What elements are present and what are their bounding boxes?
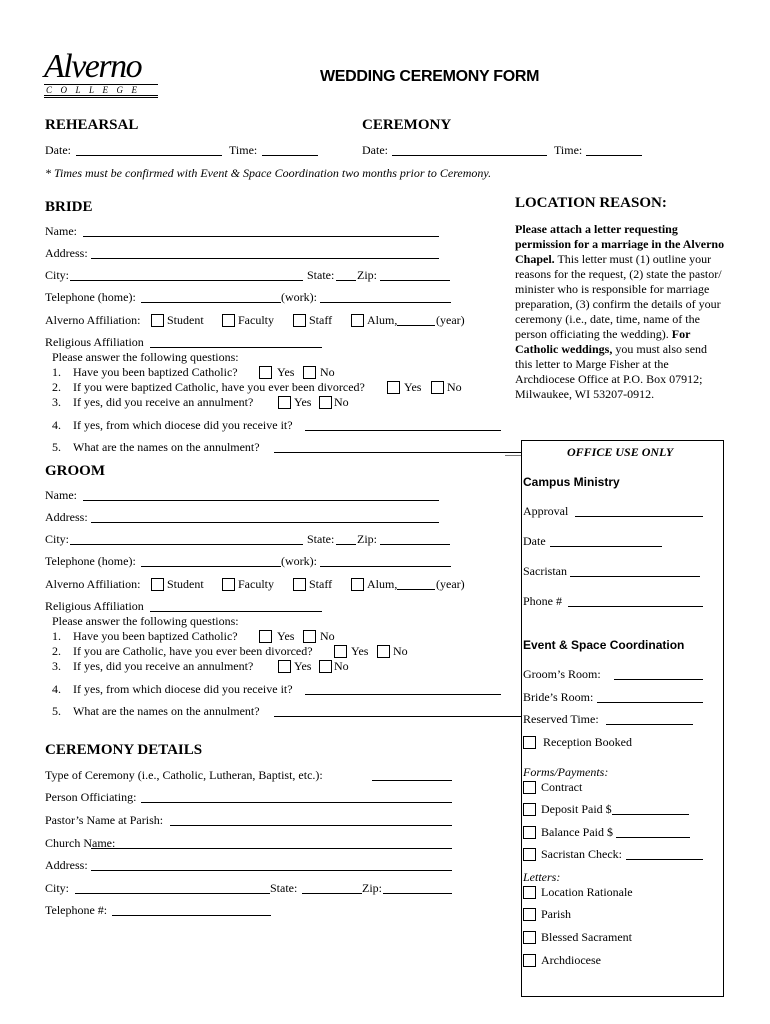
groom-telephone-work-label: (work): xyxy=(281,554,317,568)
ceremony-time-field[interactable] xyxy=(586,155,642,156)
bride-address-label: Address: xyxy=(45,246,88,260)
balance-paid-checkbox[interactable] xyxy=(523,826,536,839)
bride-state-label: State: xyxy=(307,268,335,282)
groom-q2-yes-label: Yes xyxy=(351,644,369,658)
bride-q2-no-label: No xyxy=(447,380,462,394)
bride-alum-label: Alum, xyxy=(367,313,398,327)
reserved-time-field[interactable] xyxy=(606,724,693,725)
church-state-label: State: xyxy=(270,881,298,895)
bride-faculty-label: Faculty xyxy=(238,313,274,327)
bride-alum-checkbox[interactable] xyxy=(351,314,364,327)
parish-checkbox[interactable] xyxy=(523,908,536,921)
groom-religious-affiliation-label: Religious Affiliation xyxy=(45,599,144,613)
campus-ministry-heading: Campus Ministry xyxy=(523,475,620,489)
groom-question-3-number: 3. xyxy=(52,659,61,673)
groom-question-2-text: If you are Catholic, have you ever been divorced? xyxy=(73,644,313,658)
brides-room-field[interactable] xyxy=(597,702,703,703)
deposit-paid-label: Deposit Paid $ xyxy=(541,802,612,816)
bride-q2-yes-label: Yes xyxy=(404,380,422,394)
bride-questions-intro: Please answer the following questions: xyxy=(52,350,239,364)
office-use-only-heading: OFFICE USE ONLY xyxy=(567,445,674,459)
church-city-field[interactable] xyxy=(75,893,270,894)
bride-q3-no-label: No xyxy=(334,395,349,409)
phone-label: Phone # xyxy=(523,594,562,608)
archdiocese-checkbox[interactable] xyxy=(523,954,536,967)
groom-student-checkbox[interactable] xyxy=(151,578,164,591)
church-telephone-field[interactable] xyxy=(112,915,271,916)
groom-q3-yes-checkbox[interactable] xyxy=(278,660,291,673)
bride-question-5-number: 5. xyxy=(52,440,61,454)
groom-alum-checkbox[interactable] xyxy=(351,578,364,591)
groom-name-field[interactable] xyxy=(83,500,439,501)
groom-q1-yes-label: Yes xyxy=(277,629,295,643)
bride-q1-no-label: No xyxy=(320,365,335,379)
groom-q1-yes-checkbox[interactable] xyxy=(259,630,272,643)
approval-field[interactable] xyxy=(575,516,703,517)
grooms-room-label: Groom’s Room: xyxy=(523,667,601,681)
logo-subtext: COLLEGE xyxy=(44,84,158,98)
groom-state-field[interactable] xyxy=(336,544,356,545)
bride-affiliation-label: Alverno Affiliation: xyxy=(45,313,141,327)
bride-telephone-home-label: Telephone (home): xyxy=(45,290,136,304)
sacristan-check-checkbox[interactable] xyxy=(523,848,536,861)
groom-questions-intro: Please answer the following questions: xyxy=(52,614,239,628)
groom-name-label: Name: xyxy=(45,488,77,502)
bride-question-2-text: If you were baptized Catholic, have you ever been divorced? xyxy=(73,380,365,394)
timing-note: * Times must be confirmed with Event & Space Coordination two months prior to Ceremony. xyxy=(45,166,492,180)
reception-booked-checkbox[interactable] xyxy=(523,736,536,749)
bride-question-5-text: What are the names on the annulment? xyxy=(73,440,260,454)
groom-q3-yes-label: Yes xyxy=(294,659,312,673)
bride-city-field[interactable] xyxy=(70,280,303,281)
groom-question-3-text: If yes, did you receive an annulment? xyxy=(73,659,254,673)
groom-staff-label: Staff xyxy=(309,577,333,591)
bride-year-label: (year) xyxy=(436,313,465,327)
groom-telephone-home-label: Telephone (home): xyxy=(45,554,136,568)
ceremony-details-heading: CEREMONY DETAILS xyxy=(45,742,203,758)
groom-q5-field[interactable] xyxy=(274,716,521,717)
bride-q3-yes-label: Yes xyxy=(294,395,312,409)
brides-room-label: Bride’s Room: xyxy=(523,690,594,704)
church-zip-field[interactable] xyxy=(383,893,452,894)
approval-label: Approval xyxy=(523,504,569,518)
groom-city-label: City: xyxy=(45,532,70,546)
groom-q2-no-label: No xyxy=(393,644,408,658)
bride-telephone-work-field[interactable] xyxy=(320,302,451,303)
reserved-time-label: Reserved Time: xyxy=(523,712,599,726)
groom-alum-year-field[interactable] xyxy=(397,589,435,590)
bride-question-4-number: 4. xyxy=(52,418,61,432)
sacristan-check-label: Sacristan Check: xyxy=(541,847,622,861)
event-space-heading: Event & Space Coordination xyxy=(523,638,685,652)
location-reason-text-2: you must also send this letter to Marge Fisher at the Archdiocese Office at P.O. Box 07912; Milwaukee, WI 53207-0912. xyxy=(515,342,708,401)
ceremony-time-label: Time: xyxy=(554,143,583,157)
bride-q5-field[interactable] xyxy=(274,452,521,453)
bride-q1-no-checkbox[interactable] xyxy=(303,366,316,379)
church-name-field[interactable] xyxy=(91,848,452,849)
pastor-field[interactable] xyxy=(170,825,452,826)
groom-question-4-number: 4. xyxy=(52,682,61,696)
church-name-label: Church Name: xyxy=(45,836,116,850)
sacristan-check-field[interactable] xyxy=(626,859,703,860)
groom-q2-no-checkbox[interactable] xyxy=(377,645,390,658)
bride-q3-yes-checkbox[interactable] xyxy=(278,396,291,409)
groom-address-field[interactable] xyxy=(91,522,439,523)
groom-q4-field[interactable] xyxy=(305,694,501,695)
groom-state-label: State: xyxy=(307,532,335,546)
groom-q1-no-checkbox[interactable] xyxy=(303,630,316,643)
rehearsal-date-label: Date: xyxy=(45,143,71,157)
groom-address-label: Address: xyxy=(45,510,88,524)
ceremony-type-field[interactable] xyxy=(372,780,452,781)
blessed-sacrament-label: Blessed Sacrament xyxy=(541,930,632,944)
officiating-field[interactable] xyxy=(141,802,452,803)
bride-question-1-text: Have you been baptized Catholic? xyxy=(73,365,238,379)
church-zip-label: Zip: xyxy=(362,881,382,895)
location-reason-heading: LOCATION REASON: xyxy=(515,195,667,211)
archdiocese-label: Archdiocese xyxy=(541,953,601,967)
rehearsal-time-field[interactable] xyxy=(262,155,318,156)
bride-heading: BRIDE xyxy=(45,199,93,215)
balance-paid-field[interactable] xyxy=(616,837,690,838)
groom-question-5-text: What are the names on the annulment? xyxy=(73,704,260,718)
bride-question-1-number: 1. xyxy=(52,365,61,379)
bride-staff-checkbox[interactable] xyxy=(293,314,306,327)
church-city-label: City: xyxy=(45,881,70,895)
alverno-college-logo xyxy=(44,50,158,98)
groom-telephone-work-field[interactable] xyxy=(320,566,451,567)
letters-label: Letters: xyxy=(523,870,561,884)
bride-name-field[interactable] xyxy=(83,236,439,237)
bride-student-label: Student xyxy=(167,313,204,327)
bride-city-label: City: xyxy=(45,268,70,282)
ceremony-heading: CEREMONY xyxy=(362,117,452,133)
groom-question-4-text: If yes, from which diocese did you receive it? xyxy=(73,682,293,696)
bride-faculty-checkbox[interactable] xyxy=(222,314,235,327)
bride-staff-label: Staff xyxy=(309,313,333,327)
location-rationale-label: Location Rationale xyxy=(541,885,633,899)
groom-year-label: (year) xyxy=(436,577,465,591)
groom-q2-yes-checkbox[interactable] xyxy=(334,645,347,658)
groom-q1-no-label: No xyxy=(320,629,335,643)
church-address-label: Address: xyxy=(45,858,88,872)
bride-q4-field[interactable] xyxy=(305,430,501,431)
deposit-paid-field[interactable] xyxy=(612,814,689,815)
contract-label: Contract xyxy=(541,780,583,794)
bride-q2-yes-checkbox[interactable] xyxy=(387,381,400,394)
officiating-label: Person Officiating: xyxy=(45,790,137,804)
rehearsal-date-field[interactable] xyxy=(76,155,222,156)
bride-student-checkbox[interactable] xyxy=(151,314,164,327)
groom-affiliation-label: Alverno Affiliation: xyxy=(45,577,141,591)
groom-city-field[interactable] xyxy=(70,544,303,545)
location-reason-bold-2: For Catholic weddings, xyxy=(515,327,691,356)
bride-q2-no-checkbox[interactable] xyxy=(431,381,444,394)
pastor-label: Pastor’s Name at Parish: xyxy=(45,813,164,827)
location-reason-text xyxy=(515,222,725,402)
ceremony-date-field[interactable] xyxy=(392,155,547,156)
location-reason-bold-1: Please attach a letter requesting permission for a marriage in the Alverno Chapel. xyxy=(515,222,725,266)
contract-checkbox[interactable] xyxy=(523,781,536,794)
ceremony-type-label: Type of Ceremony (i.e., Catholic, Lutheran, Baptist, etc.): xyxy=(45,768,323,782)
church-state-field[interactable] xyxy=(302,893,362,894)
bride-zip-field[interactable] xyxy=(380,280,450,281)
location-reason-text-1: This letter must (1) outline your reasons for the request, (2) state the pastor/ minister who is responsible for marriage preparation, (3) confirm the details of your ceremony (i.e., date, time, name of the person officiating the wedding). xyxy=(515,252,722,341)
bride-name-label: Name: xyxy=(45,224,77,238)
groom-religious-affiliation-field[interactable] xyxy=(150,611,322,612)
deposit-paid-checkbox[interactable] xyxy=(523,803,536,816)
blessed-sacrament-checkbox[interactable] xyxy=(523,931,536,944)
balance-paid-label: Balance Paid $ xyxy=(541,825,613,839)
grooms-room-field[interactable] xyxy=(614,679,703,680)
forms-payments-label: Forms/Payments: xyxy=(523,765,609,779)
bride-question-4-text: If yes, from which diocese did you receive it? xyxy=(73,418,293,432)
bride-q3-no-checkbox[interactable] xyxy=(319,396,332,409)
form-title: WEDDING CEREMONY FORM xyxy=(320,68,540,85)
bride-zip-label: Zip: xyxy=(357,268,377,282)
bride-religious-affiliation-field[interactable] xyxy=(150,347,322,348)
groom-alum-label: Alum, xyxy=(367,577,398,591)
groom-staff-checkbox[interactable] xyxy=(293,578,306,591)
office-date-label: Date xyxy=(523,534,546,548)
bride-telephone-work-label: (work): xyxy=(281,290,317,304)
groom-question-1-number: 1. xyxy=(52,629,61,643)
groom-q3-no-label: No xyxy=(334,659,349,673)
rehearsal-heading: REHEARSAL xyxy=(45,117,139,133)
church-telephone-label: Telephone #: xyxy=(45,903,108,917)
groom-question-1-text: Have you been baptized Catholic? xyxy=(73,629,238,643)
reception-booked-label: Reception Booked xyxy=(543,735,632,749)
bride-state-field[interactable] xyxy=(336,280,356,281)
bride-q1-yes-checkbox[interactable] xyxy=(259,366,272,379)
sacristan-field[interactable] xyxy=(570,576,700,577)
rehearsal-time-label: Time: xyxy=(229,143,258,157)
groom-zip-field[interactable] xyxy=(380,544,450,545)
groom-faculty-checkbox[interactable] xyxy=(222,578,235,591)
office-date-field[interactable] xyxy=(550,546,662,547)
logo-text: Alverno xyxy=(44,48,142,85)
bride-telephone-home-field[interactable] xyxy=(141,302,281,303)
ceremony-date-label: Date: xyxy=(362,143,388,157)
groom-zip-label: Zip: xyxy=(357,532,377,546)
bride-q1-yes-label: Yes xyxy=(277,365,295,379)
phone-field[interactable] xyxy=(568,606,703,607)
office-divider-line xyxy=(505,455,521,456)
groom-heading: GROOM xyxy=(45,463,105,479)
bride-religious-affiliation-label: Religious Affiliation xyxy=(45,335,144,349)
groom-student-label: Student xyxy=(167,577,204,591)
groom-faculty-label: Faculty xyxy=(238,577,274,591)
church-address-field[interactable] xyxy=(91,870,452,871)
location-rationale-checkbox[interactable] xyxy=(523,886,536,899)
bride-question-3-text: If yes, did you receive an annulment? xyxy=(73,395,254,409)
bride-alum-year-field[interactable] xyxy=(397,325,435,326)
groom-q3-no-checkbox[interactable] xyxy=(319,660,332,673)
parish-label: Parish xyxy=(541,907,571,921)
groom-question-2-number: 2. xyxy=(52,644,61,658)
groom-telephone-home-field[interactable] xyxy=(141,566,281,567)
bride-address-field[interactable] xyxy=(91,258,439,259)
bride-question-3-number: 3. xyxy=(52,395,61,409)
bride-question-2-number: 2. xyxy=(52,380,61,394)
sacristan-label: Sacristan xyxy=(523,564,567,578)
groom-question-5-number: 5. xyxy=(52,704,61,718)
